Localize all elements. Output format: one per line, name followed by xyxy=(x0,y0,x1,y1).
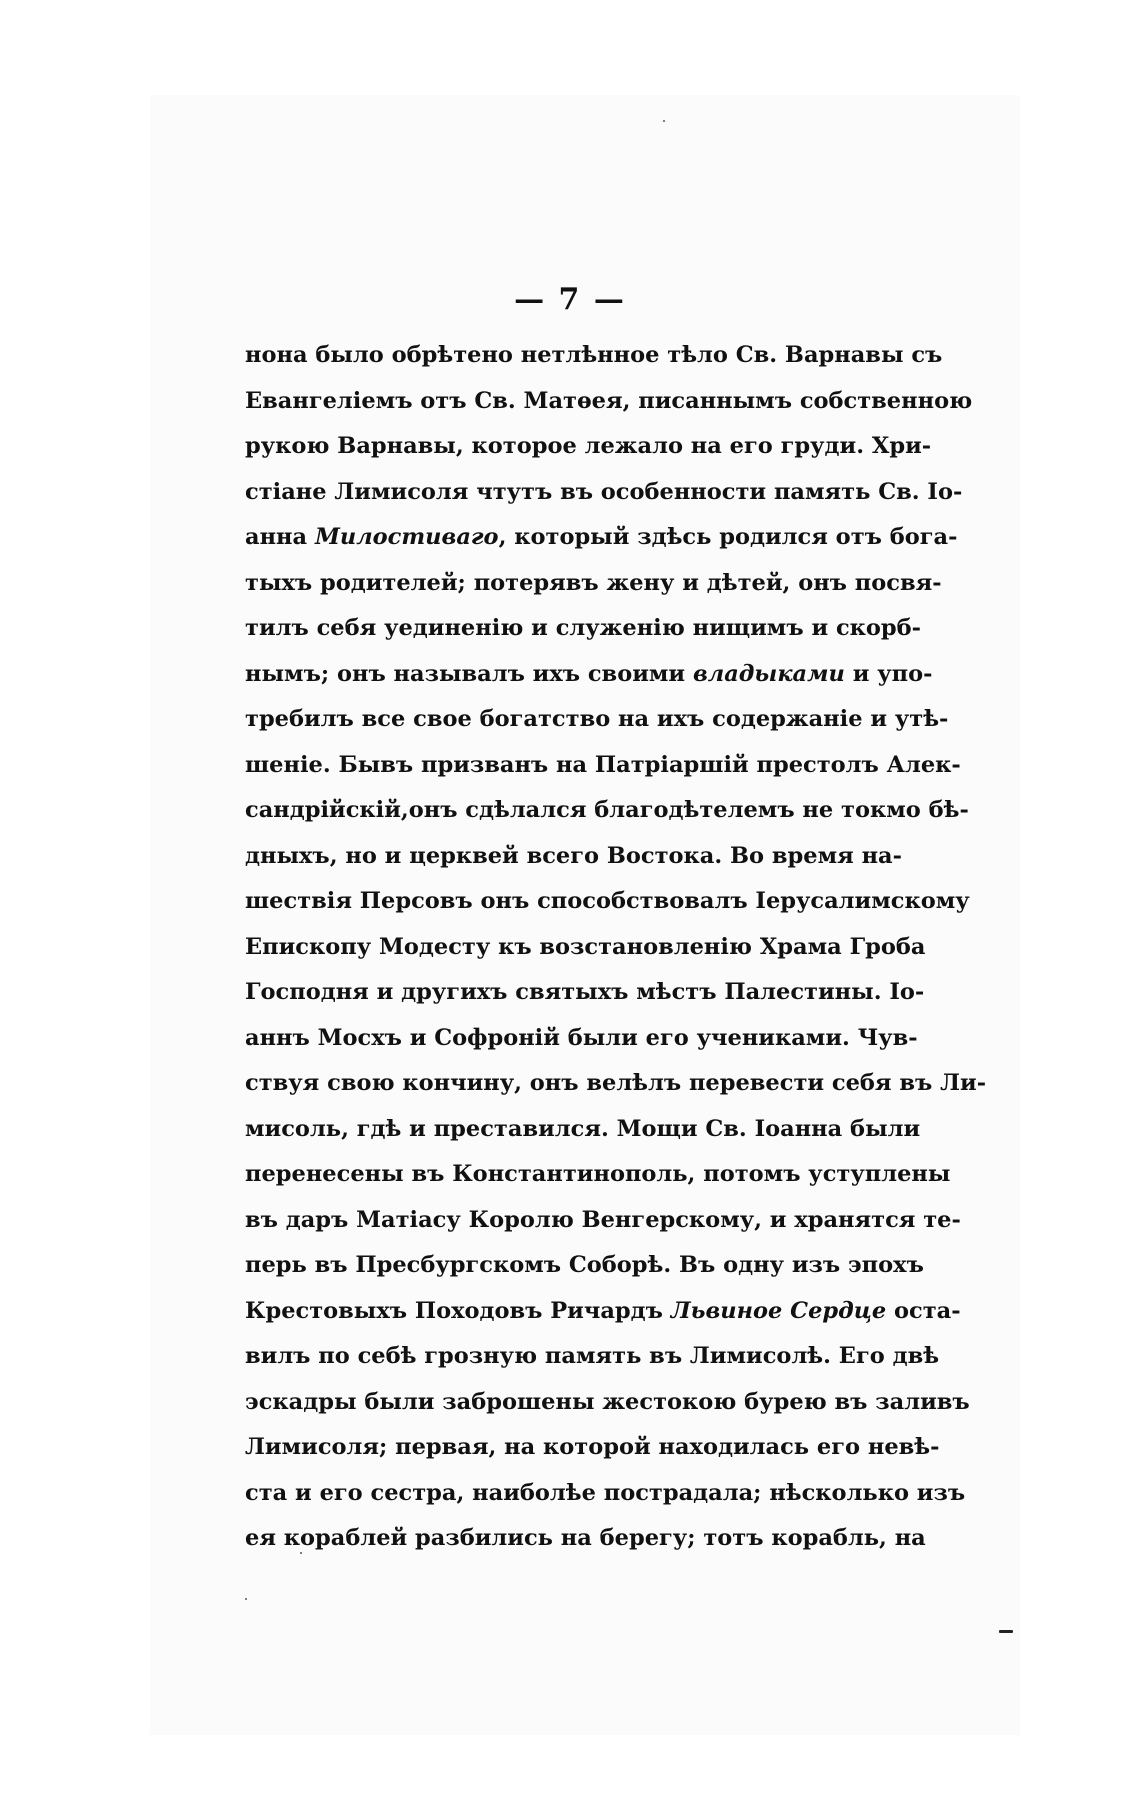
text-line: анна Милостиваго, который здѣсь родился отъ бога- xyxy=(245,524,958,550)
text-line: тыхъ родителей; потерявъ жену и дѣтей, онъ посвя- xyxy=(245,569,942,596)
scan-speck xyxy=(300,1552,302,1554)
text-line: ствуя свою кончину, онъ велѣлъ перевести себя въ Ли- xyxy=(245,1070,987,1096)
text-line: дныхъ, но и церквей всего Востока. Во время на- xyxy=(245,842,902,869)
text-line: рукою Варнавы, которое лежало на его груди. Хри- xyxy=(245,433,932,459)
italic-text: Львиное Сердце xyxy=(670,1297,887,1324)
body-text xyxy=(245,333,987,1562)
text-line: Господня и другихъ святыхъ мѣстъ Палестины. Іо- xyxy=(245,979,925,1005)
text-line: ея кораблей разбились на берегу; тотъ корабль, на xyxy=(245,1525,926,1551)
text-line: Евангеліемъ отъ Св. Матѳея, писаннымъ собственною xyxy=(245,387,973,414)
text-line: вилъ по себѣ грозную память въ Лимисолѣ. Его двѣ xyxy=(245,1343,940,1369)
text-line: шествія Персовъ онъ способствовалъ Іерусалимскому xyxy=(245,888,970,914)
text-line: Епископу Модесту къ возстановленію Храма Гроба xyxy=(245,933,926,960)
scan-speck xyxy=(999,1630,1013,1633)
text-line: эскадры были заброшены жестокою бурею въ заливъ xyxy=(245,1388,970,1415)
italic-text: Милостиваго xyxy=(314,524,499,550)
text-line: аннъ Мосхъ и Софроній были его учениками. Чув- xyxy=(245,1024,918,1051)
text-line: нымъ; онъ называлъ ихъ своими владыками и упо- xyxy=(245,660,933,687)
text-line: ста и его сестра, наиболѣе пострадала; нѣсколько изъ xyxy=(245,1479,966,1506)
scan-speck xyxy=(245,1598,247,1600)
text-line: нона было обрѣтено нетлѣнное тѣло Св. Варнавы съ xyxy=(245,342,943,368)
text-line: мисоль, гдѣ и преставился. Мощи Св. Іоанна были xyxy=(245,1115,921,1142)
text-line: перенесены въ Константинополь, потомъ уступлены xyxy=(245,1161,951,1187)
text-line: въ даръ Матіасу Королю Венгерскому, и хранятся те- xyxy=(245,1206,961,1233)
italic-text: владыками xyxy=(692,660,845,687)
text-line: шеніе. Бывъ призванъ на Патріаршій престолъ Алек- xyxy=(245,751,961,778)
text-line: требилъ все свое богатство на ихъ содержаніе и утѣ- xyxy=(245,706,949,732)
text-line: перь въ Пресбургскомъ Соборѣ. Въ одну изъ эпохъ xyxy=(245,1252,924,1278)
scan-speck xyxy=(663,120,665,122)
text-line: тилъ себя уединенію и служенію нищимъ и скорб- xyxy=(245,615,921,641)
text-line: стіане Лимисоля чтутъ въ особенности память Св. Іо- xyxy=(245,478,963,505)
text-line: Лимисоля; первая, на которой находилась его невѣ- xyxy=(245,1434,940,1460)
page-number: — 7 — xyxy=(514,282,626,317)
text-line: Крестовыхъ Походовъ Ричардъ Львиное Сердце оста- xyxy=(245,1297,961,1324)
text-line: сандрійскій,онъ сдѣлался благодѣтелемъ не токмо бѣ- xyxy=(245,797,969,823)
